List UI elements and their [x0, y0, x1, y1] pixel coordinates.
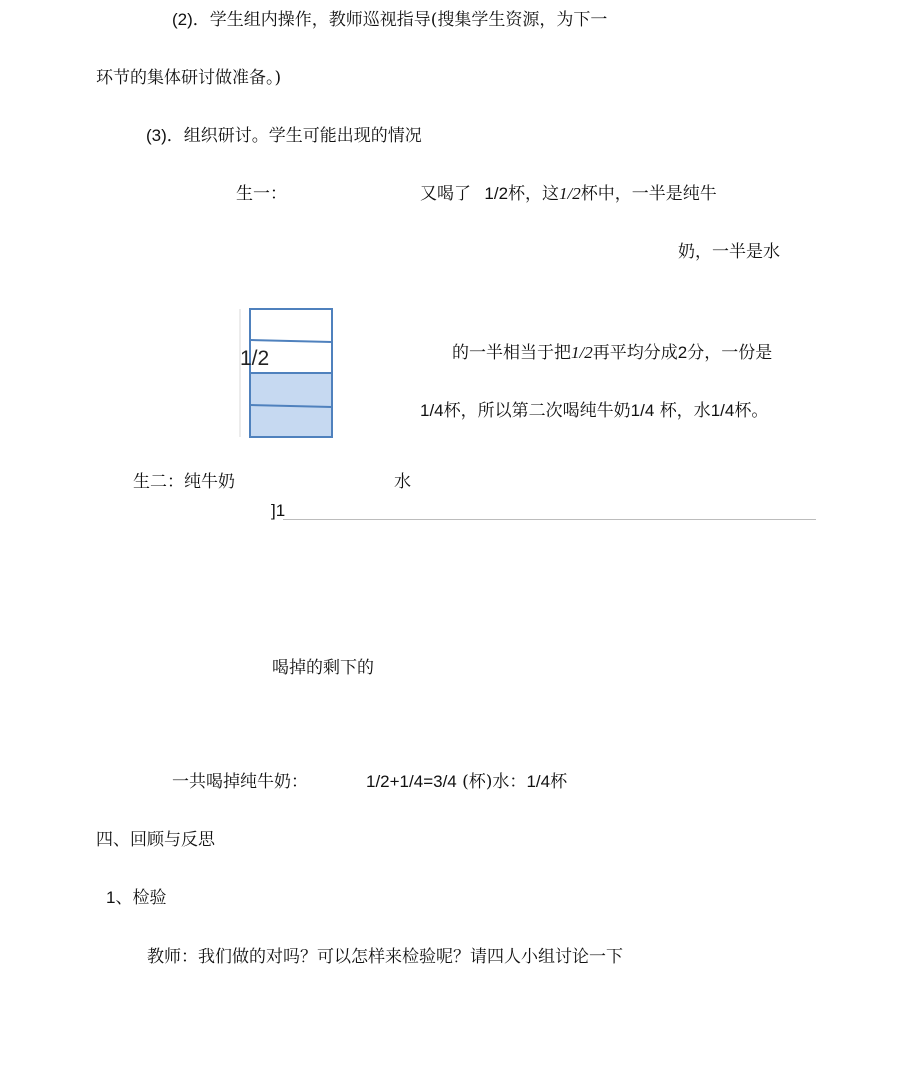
teacher-question: 教师：我们做的对吗？可以怎样来检验呢？请四人小组讨论一下: [147, 947, 623, 967]
paragraph-2: [172, 9, 607, 31]
paragraph-2-text: ．学生组内操作，教师巡视指导(搜集学生资源，为下一: [192, 10, 608, 30]
student2-label: 生二：纯牛奶: [133, 472, 235, 492]
total-label: 一共喝掉纯牛奶：: [172, 772, 308, 792]
section4-subheading-number: 1: [106, 888, 116, 907]
student1-line1-c: 杯，这: [508, 184, 560, 204]
total-water-unit: 杯: [550, 772, 568, 792]
student1-line3-c: 再平均分成: [592, 343, 678, 363]
cup-diagram: [238, 305, 338, 441]
student1-line3-number: 2: [677, 343, 688, 362]
student1-line2: 奶，一半是水: [678, 242, 780, 262]
student1-line4-b: 杯，所以第二次喝纯牛奶: [443, 401, 631, 421]
student2-caption: 喝掉的剩下的: [272, 658, 374, 678]
student2-number-line: [283, 519, 816, 520]
paragraph-2-continued: 环节的集体研讨做准备。): [96, 68, 282, 88]
paragraph-3-text: ．组织研讨。学生可能出现的情况: [166, 126, 422, 146]
student1-line1-fraction: 1/2: [484, 184, 509, 203]
cup-divider-1: [250, 340, 332, 342]
student1-line3-a: 的一半相当于把: [452, 343, 571, 363]
student1-line4-f: 杯。: [734, 401, 769, 421]
student1-line4-e: 1/4: [710, 401, 735, 420]
student1-line1-e: 杯中，一半是纯牛: [580, 184, 717, 204]
total-water-value: 1/4: [526, 772, 551, 791]
student1-label: 生一：: [236, 184, 287, 204]
student2-water: 水: [394, 472, 411, 492]
total-expression: [366, 771, 567, 793]
student1-line4-d: 杯，水: [659, 401, 711, 421]
section4-heading: 四、回顾与反思: [96, 830, 215, 850]
student1-line1-fraction-italic: 1/2: [559, 184, 581, 203]
section4-subheading-text: 、检验: [115, 888, 167, 908]
cup-label: 1/2: [240, 347, 270, 370]
student1-line4: [420, 400, 768, 422]
total-unit: (杯)水：: [462, 772, 527, 792]
student1-line3-e: 分，一份是: [687, 343, 773, 363]
paragraph-2-number: (2): [172, 10, 193, 29]
student1-line3: [452, 342, 772, 364]
paragraph-3-number: (3): [146, 126, 167, 145]
student1-line3-fraction: 1/2: [571, 343, 593, 362]
section4-subheading: [106, 887, 166, 909]
student1-line4-c: 1/4: [630, 401, 655, 420]
student2-line-mark: ]1: [271, 501, 286, 520]
total-expression-math: 1/2+1/4=3/4: [366, 772, 457, 791]
paragraph-3: [146, 125, 422, 147]
student1-line1: [420, 183, 717, 205]
student1-line1-a: 又喝了: [420, 184, 471, 204]
student1-line4-a: 1/4: [420, 401, 444, 420]
